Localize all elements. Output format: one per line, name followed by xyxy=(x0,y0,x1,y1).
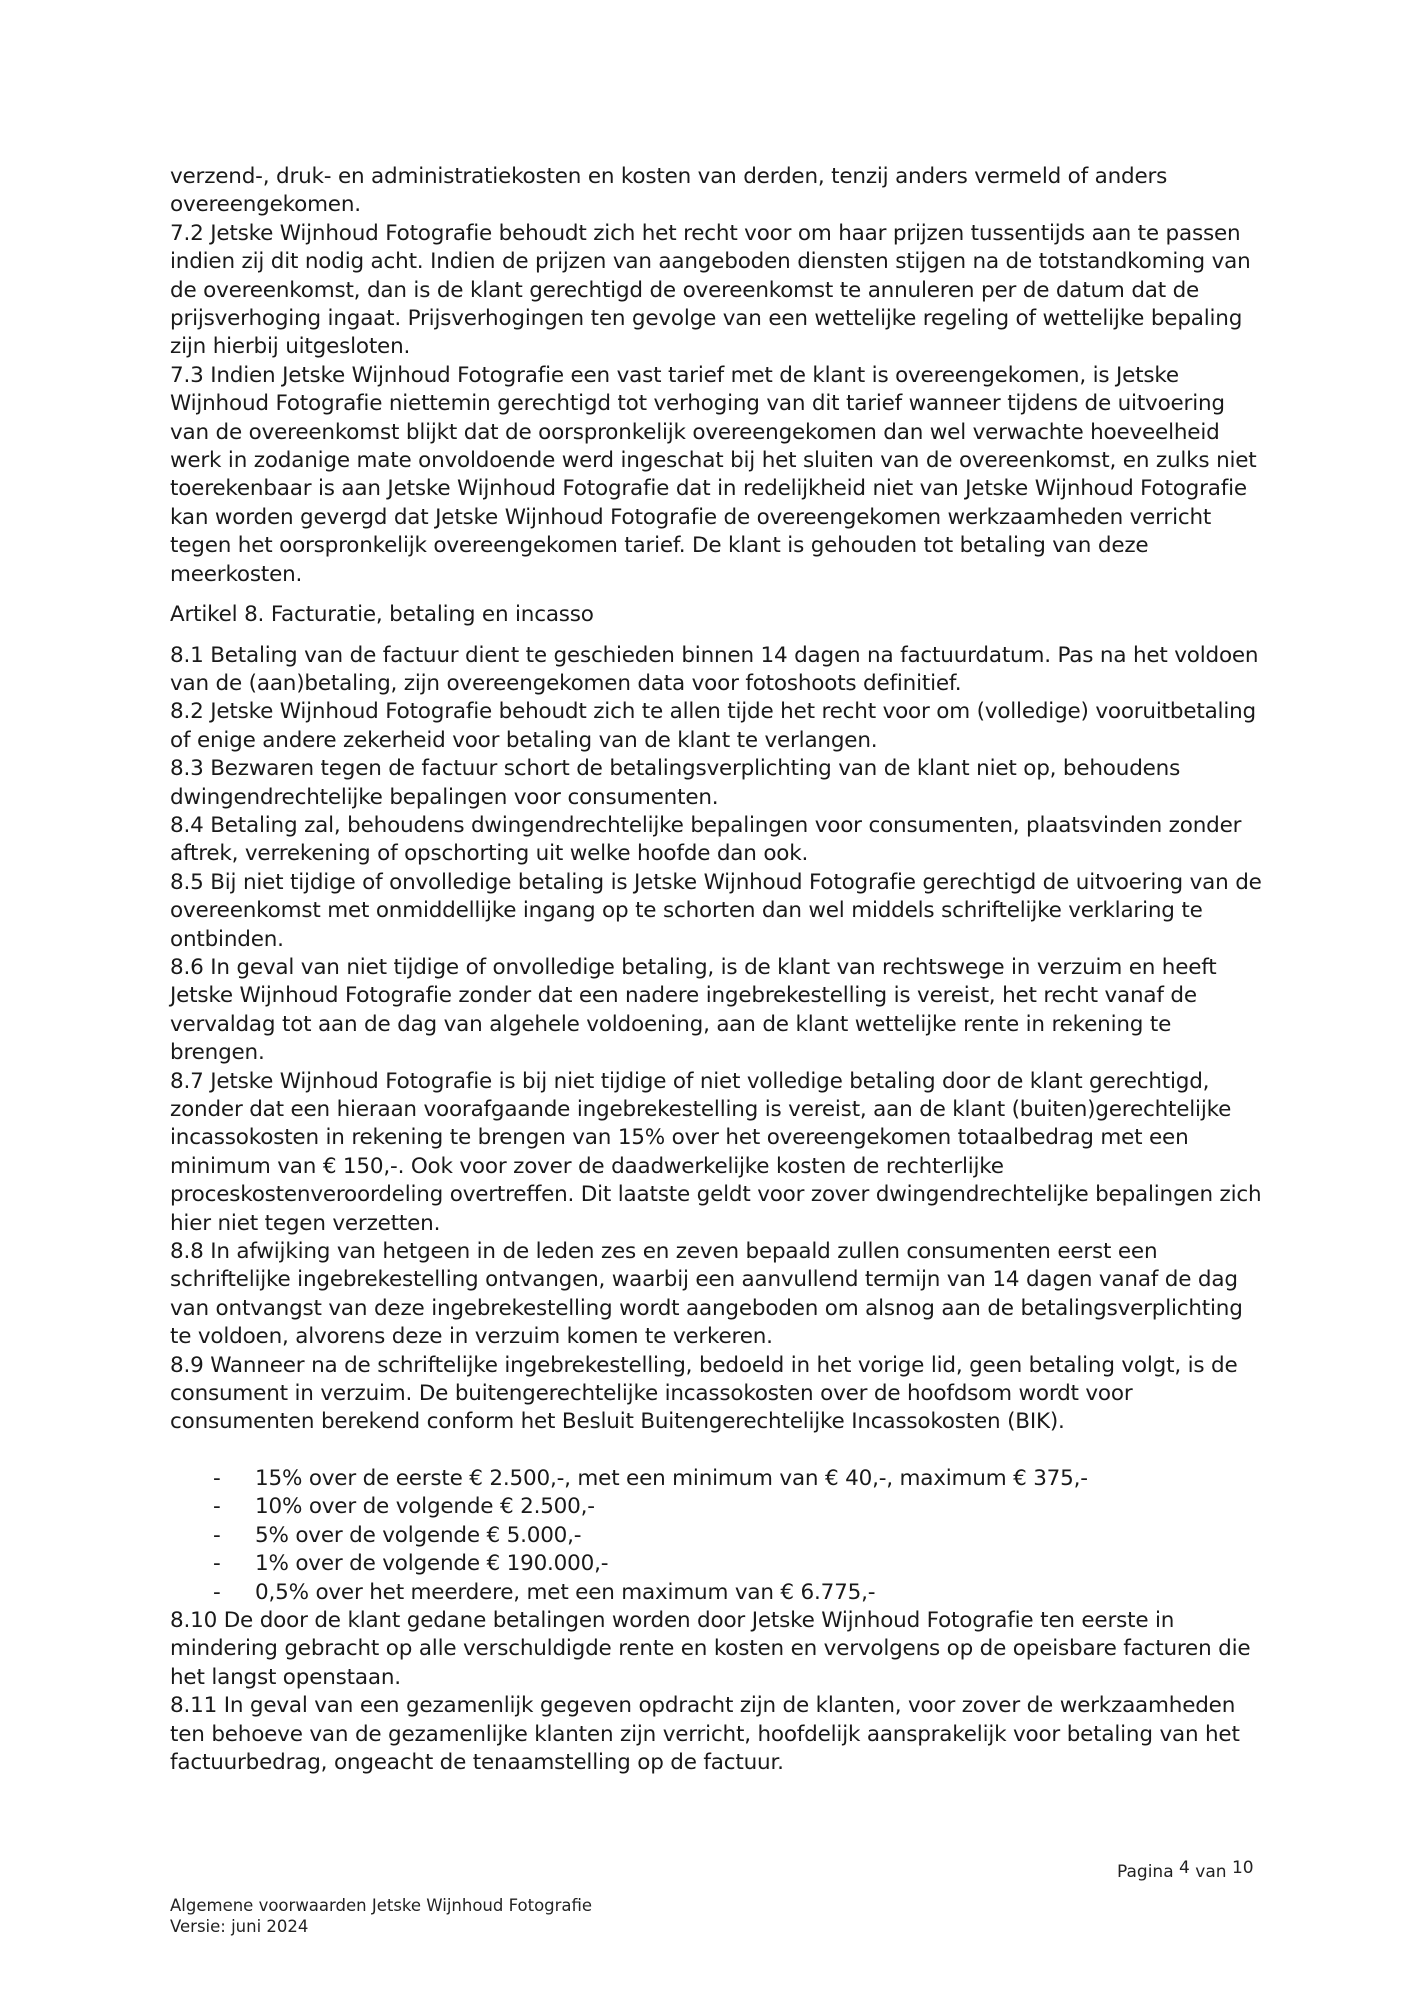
page-current: 4 xyxy=(1179,1858,1190,1878)
list-item: - 15% over de eerste € 2.500,-, met een minimum van € 40,-, maximum € 375,- xyxy=(170,1465,1262,1493)
footer-doc-title: Algemene voorwaarden Jetske Wijnhoud Fotografie xyxy=(170,1896,593,1915)
document-body xyxy=(170,163,1262,1777)
dash-bullet: - xyxy=(213,1465,221,1491)
paragraph-8-9: 8.9 Wanneer na de schriftelijke ingebrekestelling, bedoeld in het vorige lid, geen betaling volgt, is de consument in verzuim. De buitengerechtelijke incassokosten over de hoofdsom wordt voor consumenten berekend conform het Besluit Buitengerechtelijke Incassokosten (BIK). xyxy=(170,1352,1238,1435)
list-item: - 1% over de volgende € 190.000,- xyxy=(170,1550,1262,1578)
paragraph-8-10: 8.10 De door de klant gedane betalingen worden door Jetske Wijnhoud Fotografie ten eerste in mindering gebracht op alle verschuldigde rente en kosten en vervolgens op de opeisbare facturen die het langst openstaan. xyxy=(170,1607,1251,1690)
footer-version: Versie: juni 2024 xyxy=(170,1917,309,1936)
paragraph-8-6: 8.6 In geval van niet tijdige of onvolledige betaling, is de klant van rechtswege in verzuim en heeft Jetske Wijnhoud Fotografie zonder dat een nadere ingebrekestelling is vereist, het recht vanaf de vervaldag tot aan de dag van algehele voldoening, aan de klant wettelijke rente in rekening te brengen. xyxy=(170,954,1217,1066)
dash-bullet: - xyxy=(213,1579,221,1605)
paragraph-8-7: 8.7 Jetske Wijnhoud Fotografie is bij niet tijdige of niet volledige betaling door de klant gerechtigd, zonder dat een hieraan voorafgaande ingebrekestelling is vereist, aan de klant (buiten)gerechtelijke incassokosten in rekening te brengen van 15% over het overeengekomen totaalbedrag met een minimum van € 150,-. Ook voor zover de daadwerkelijke kosten de rechterlijke proceskostenveroordeling overtreffen. Dit laatste geldt voor zover dwingendrechtelijke bepalingen zich hier niet tegen verzetten. xyxy=(170,1068,1262,1236)
paragraph-7-2: 7.2 Jetske Wijnhoud Fotografie behoudt zich het recht voor om haar prijzen tussentijds aan te passen indien zij dit nodig acht. Indien de prijzen van aangeboden diensten stijgen na de totstandkoming van de overeenkomst, dan is de klant gerechtigd de overeenkomst te annuleren per de datum dat de prijsverhoging ingaat. Prijsverhogingen ten gevolge van een wettelijke regeling of wettelijke bepaling zijn hierbij uitgesloten. xyxy=(170,220,1251,360)
paragraph-8-3: 8.3 Bezwaren tegen de factuur schort de betalingsverplichting van de klant niet op, behoudens dwingendrechtelijke bepalingen voor consumenten. xyxy=(170,756,1181,810)
bik-rates-list xyxy=(170,1465,1262,1607)
paragraph-8-1: 8.1 Betaling van de factuur dient te geschieden binnen 14 dagen na factuurdatum. Pas na het voldoen van de (aan)betaling, zijn overeengekomen data voor fotoshoots definitief. xyxy=(170,642,1259,696)
document-footer xyxy=(170,1895,592,1937)
list-item: - 10% over de volgende € 2.500,- xyxy=(170,1493,1262,1521)
dash-bullet: - xyxy=(213,1551,221,1577)
page-total: 10 xyxy=(1231,1858,1254,1878)
paragraph-intro: verzend-, druk- en administratiekosten en kosten van derden, tenzij anders vermeld of anders overeengekomen. xyxy=(170,164,1168,218)
page-label: Pagina xyxy=(1117,1862,1174,1882)
paragraph-8-5: 8.5 Bij niet tijdige of onvolledige betaling is Jetske Wijnhoud Fotografie gerechtigd de uitvoering van de overeenkomst met onmiddellijke ingang op te schorten dan wel middels schriftelijke verklaring te ontbinden. xyxy=(170,869,1262,952)
paragraph-8-4: 8.4 Betaling zal, behoudens dwingendrechtelijke bepalingen voor consumenten, plaatsvinden zonder aftrek, verrekening of opschorting uit welke hoofde dan ook. xyxy=(170,812,1242,867)
list-item: - 5% over de volgende € 5.000,- xyxy=(170,1522,1262,1550)
paragraph-7-3: 7.3 Indien Jetske Wijnhoud Fotografie een vast tarief met de klant is overeengekomen, is Jetske Wijnhoud Fotografie niettemin gerechtigd tot verhoging van dit tarief wanneer tijdens de uitvoering van de overeenkomst blijkt dat de oorspronkelijk overeengekomen dan wel verwachte hoeveelheid werk in zodanige mate onvoldoende werd ingeschat bij het sluiten van de overeenkomst, en zulks niet toerekenbaar is aan Jetske Wijnhoud Fotografie dat in redelijkheid niet van Jetske Wijnhoud Fotografie kan worden gevergd dat Jetske Wijnhoud Fotografie de overeengekomen werkzaamheden verricht tegen het oorspronkelijk overeengekomen tarief. De klant is gehouden tot betaling van deze meerkosten. xyxy=(170,362,1257,587)
paragraph-8-2: 8.2 Jetske Wijnhoud Fotografie behoudt zich te allen tijde het recht voor om (volledige) vooruitbetaling of enige andere zekerheid voor betaling van de klant te verlangen. xyxy=(170,699,1256,753)
paragraph-8-11: 8.11 In geval van een gezamenlijk gegeven opdracht zijn de klanten, voor zover de werkzaamheden ten behoeve van de gezamenlijke klanten zijn verricht, hoofdelijk aansprakelijk voor betaling van het factuurbedrag, ongeacht de tenaamstelling op de factuur. xyxy=(170,1693,1240,1775)
paragraph-8-8: 8.8 In afwijking van hetgeen in de leden zes en zeven bepaald zullen consumenten eerst een schriftelijke ingebrekestelling ontvangen, waarbij een aanvullend termijn van 14 dagen vanaf de dag van ontvangst van deze ingebrekestelling wordt aangeboden om alsnog aan de betalingsverplichting te voldoen, alvorens deze in verzuim komen te verkeren. xyxy=(170,1239,1243,1350)
dash-bullet: - xyxy=(213,1522,221,1548)
dash-bullet: - xyxy=(213,1494,221,1520)
page-of-label: van xyxy=(1195,1862,1227,1882)
article-8-heading: Artikel 8. Facturatie, betaling en incasso xyxy=(170,602,594,628)
list-item: - 0,5% over het meerdere, met een maximum van € 6.775,- xyxy=(170,1579,1262,1607)
page-number xyxy=(1117,1858,1254,1882)
